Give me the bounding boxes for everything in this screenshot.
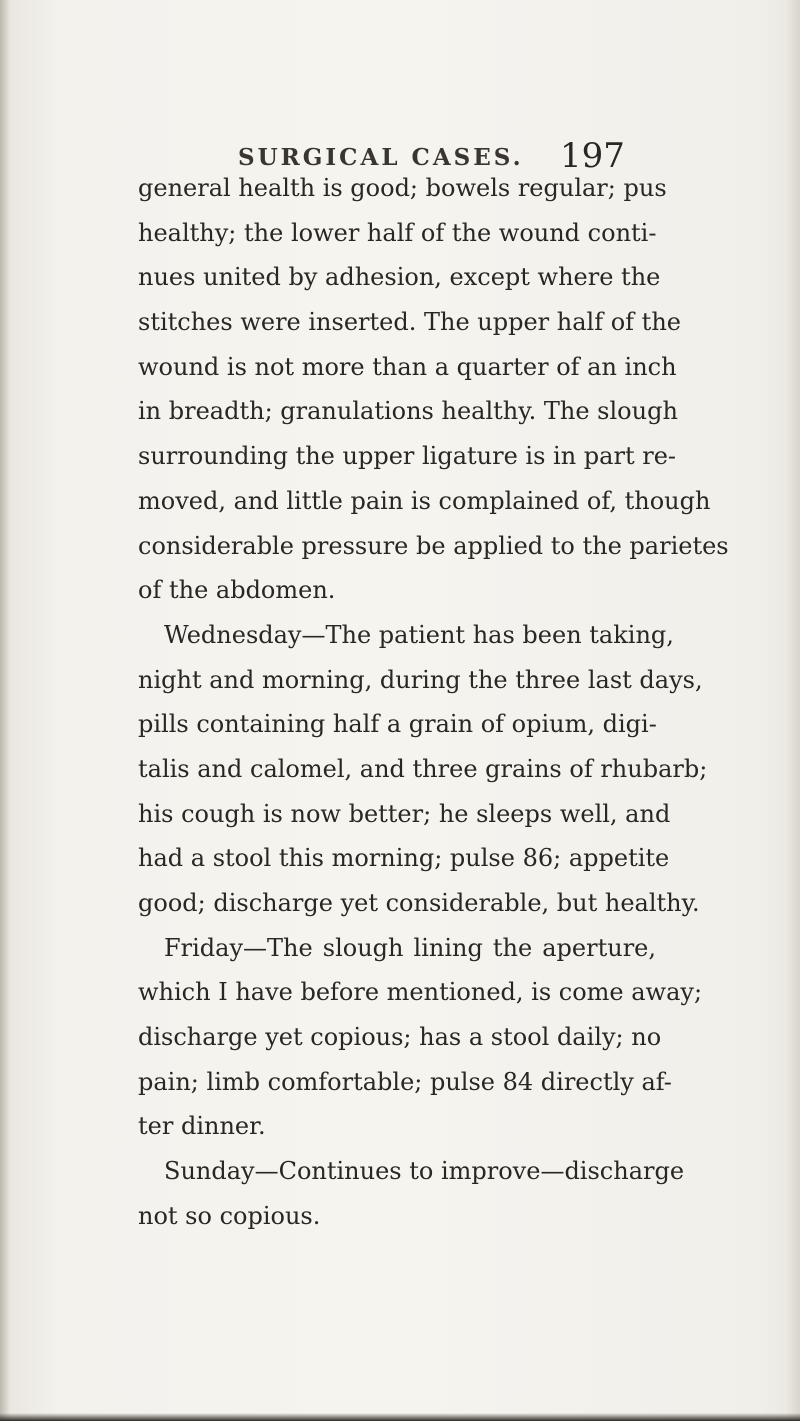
paragraph-start-wednesday: Wednesday—The patient has been taking, [164,620,674,649]
page-number: 197 [560,136,625,176]
text-line: talis and calomel, and three grains of rhubarb; [138,754,708,783]
text-line: good; discharge yet considerable, but healthy. [138,889,700,917]
paragraph-start-sunday: Sunday—Continues to improve—discharge [164,1157,685,1186]
page-gutter-shadow [0,0,10,1421]
text-line: night and morning, during the three last days, [138,665,703,694]
body-text [138,166,729,1239]
text-line: which I have before mentioned, is come away; [138,978,703,1007]
text-line: discharge yet copious; has a stool daily; no [138,1023,662,1052]
text-line: not so copious. [138,1201,321,1230]
text-line: general health is good; bowels regular; pus [138,174,667,202]
running-title: SURGICAL CASES. [238,144,524,171]
text-line: his cough is now better; he sleeps well, and [138,799,671,828]
text-line: pills containing half a grain of opium, digi- [138,710,657,739]
text-line: nues united by adhesion, except where the [138,263,661,292]
text-line: in breadth; granulations healthy. The slough [138,397,678,426]
text-line: surrounding the upper ligature is in part re- [138,442,677,471]
text-line: pain; limb comfortable; pulse 84 directly af- [138,1067,672,1096]
page-bottom-edge [0,1413,800,1421]
text-line: stitches were inserted. The upper half of the [138,308,681,337]
paragraph-start-friday: Friday—The slough lining the aperture, [164,933,656,962]
page-edge [786,0,800,1421]
text-line: ter dinner. [138,1112,266,1141]
text-line: healthy; the lower half of the wound conti- [138,218,657,247]
text-line: moved, and little pain is complained of, though [138,486,711,515]
text-line: wound is not more than a quarter of an inch [138,352,677,381]
text-line: of the abdomen. [138,576,336,605]
text-line: considerable pressure be applied to the parietes [138,531,729,560]
text-line: had a stool this morning; pulse 86; appetite [138,844,670,873]
